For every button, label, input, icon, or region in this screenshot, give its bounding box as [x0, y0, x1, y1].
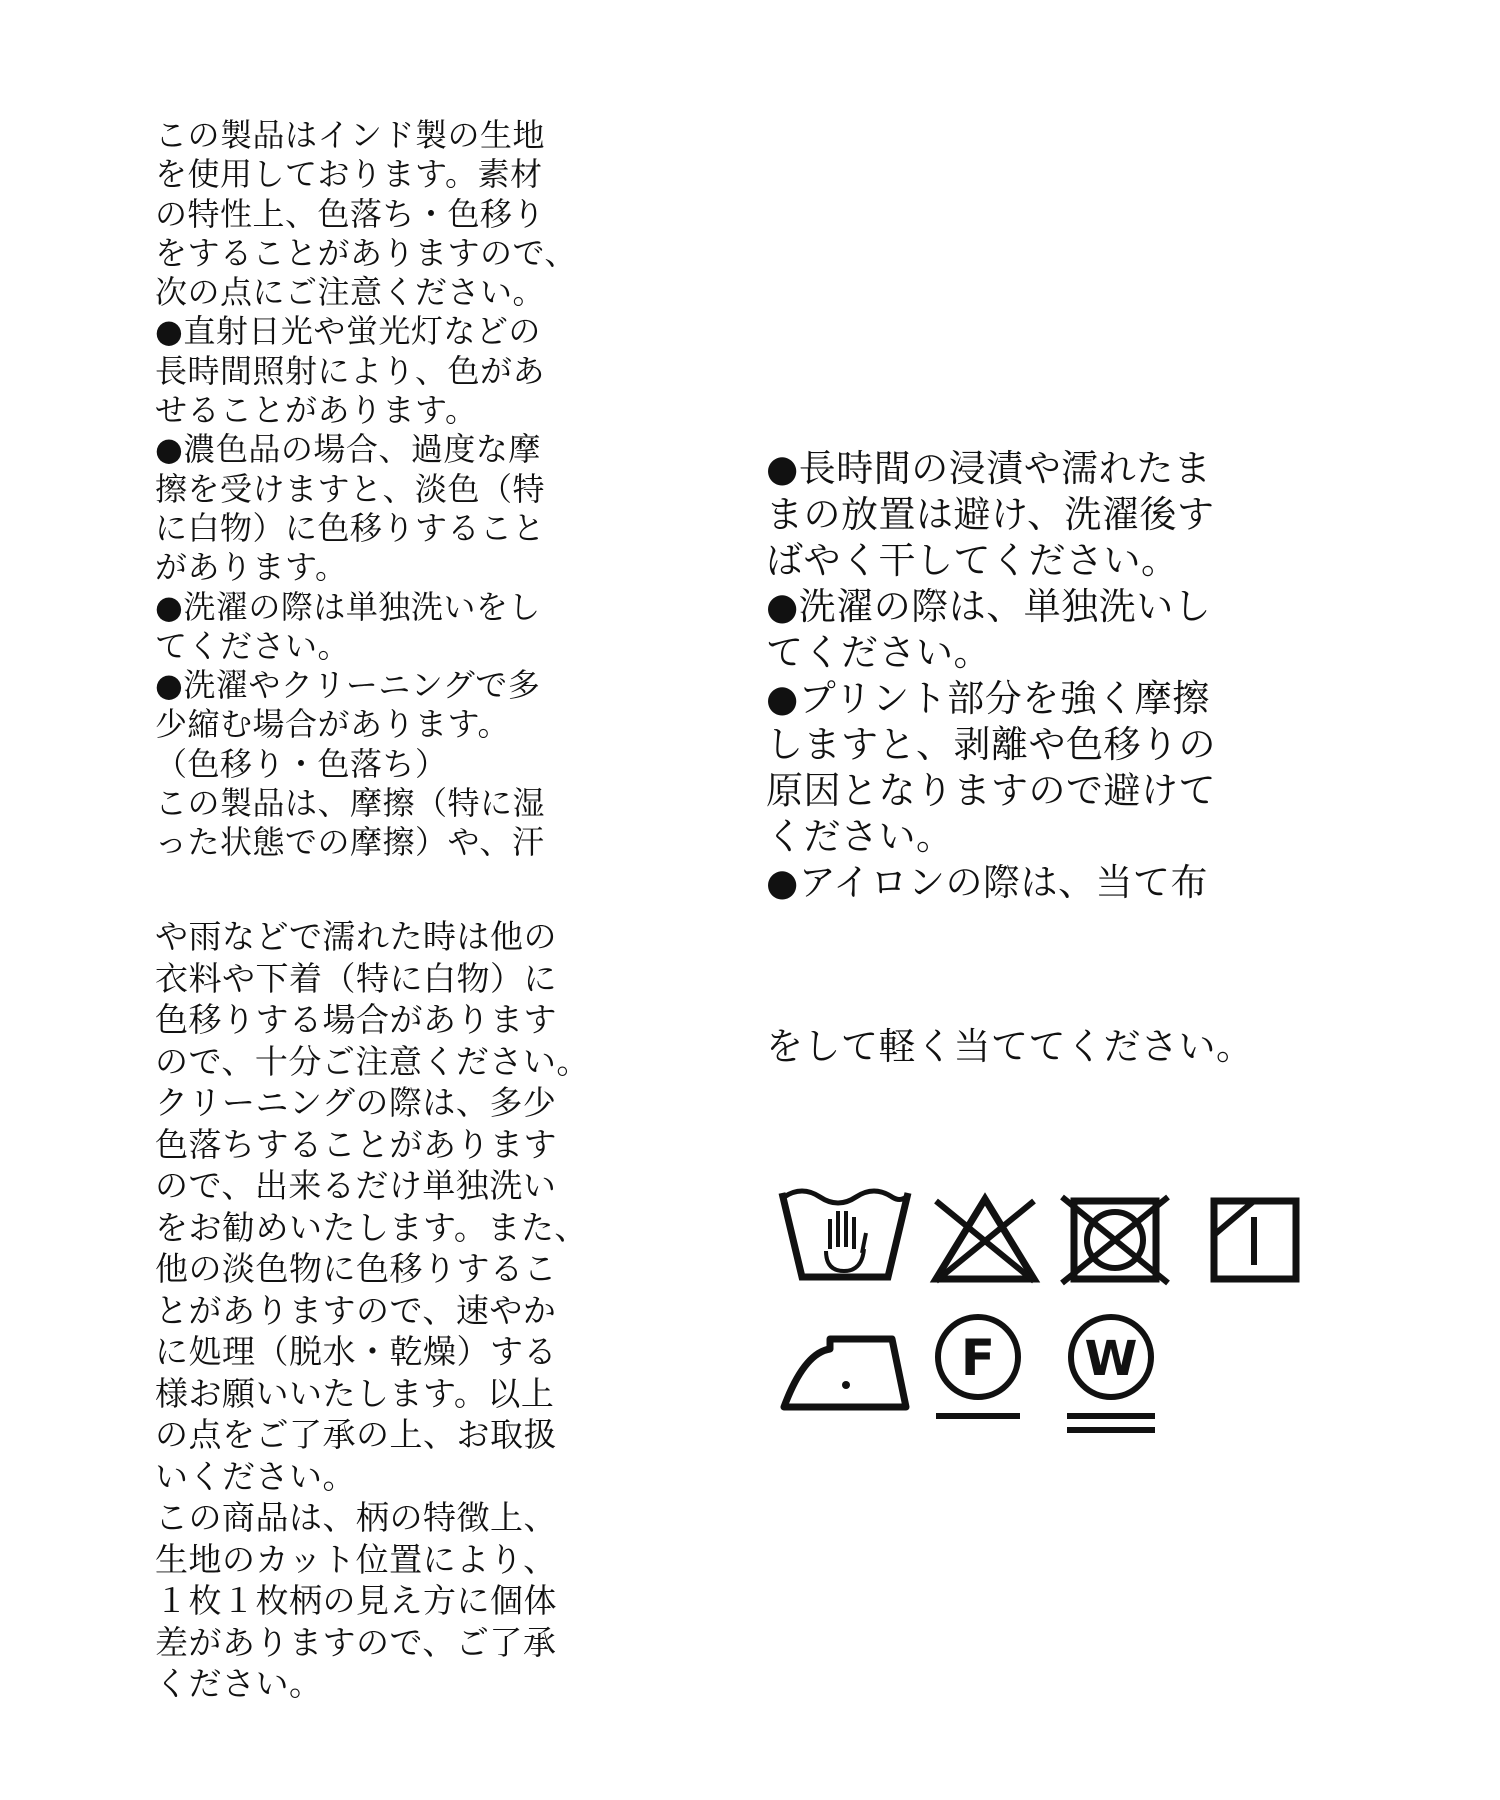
hand-wash-icon — [780, 1185, 910, 1295]
text-line: とがありますので、速やか — [155, 1290, 557, 1330]
text-line: をすることがありますので、 — [155, 233, 577, 272]
line-dry-shade-icon — [1210, 1195, 1300, 1285]
text-line: ●長時間の浸漬や濡れたま — [766, 447, 1212, 490]
text-line: 色移りする場合があります — [155, 1000, 557, 1039]
care-symbols — [780, 1185, 1320, 1475]
text-line: この商品は、柄の特徴上、 — [155, 1498, 557, 1537]
text-line: ●アイロンの際は、当て布 — [766, 861, 1208, 904]
text-line: クリーニングの際は、多少 — [155, 1083, 557, 1122]
text-line: ●洗濯の際は、単独洗いし — [766, 585, 1212, 628]
dry-clean-letter: F — [960, 1329, 996, 1387]
left-text-block-2 — [155, 916, 590, 1705]
text-line: の特性上、色落ち・色移り — [155, 194, 546, 233]
text-line: （色移り・色落ち） — [155, 744, 448, 783]
text-line: ●直射日光や蛍光灯などの — [155, 312, 541, 351]
text-line: 差がありますので、ご了承 — [155, 1622, 557, 1662]
text-line: １枚１枚柄の見え方に個体 — [155, 1581, 557, 1620]
text-line: 他の淡色物に色移りするこ — [155, 1249, 557, 1288]
text-line: を使用しております。素材 — [155, 155, 543, 194]
text-line: や雨などで濡れた時は他の — [155, 917, 557, 956]
text-line: この製品は、摩擦（特に湿 — [155, 784, 546, 823]
text-line: ●洗濯の際は単独洗いをし — [155, 587, 541, 626]
text-line: をして軽く当ててください。 — [766, 1025, 1254, 1068]
text-line: に処理（脱水・乾燥）する — [155, 1332, 557, 1371]
text-line: があります。 — [155, 548, 348, 587]
text-line: ●プリント部分を強く摩擦 — [766, 677, 1210, 720]
text-line: 擦を受けますと、淡色（特 — [155, 469, 546, 508]
text-line: 生地のカット位置により、 — [155, 1539, 557, 1579]
text-line: てください。 — [155, 626, 351, 665]
text-line: 少縮む場合があります。 — [155, 705, 510, 744]
text-line: しますと、剥離や色移りの — [766, 723, 1216, 766]
iron-low-icon — [780, 1325, 910, 1415]
text-line: ●濃色品の場合、過度な摩 — [155, 430, 541, 469]
text-line: 長時間照射により、色があ — [155, 351, 546, 390]
text-line: ●洗濯やクリーニングで多 — [155, 666, 541, 705]
text-line: った状態での摩擦）や、汗 — [155, 823, 545, 862]
text-line: 様お願いいたします。以上 — [155, 1373, 555, 1413]
text-line: せることがあります。 — [155, 391, 478, 430]
right-text-block-1 — [766, 446, 1216, 906]
text-line: 衣料や下着（特に白物）に — [155, 958, 557, 998]
no-tumble-dry-icon — [1060, 1195, 1170, 1285]
text-line: に白物）に色移りすること — [155, 508, 546, 547]
wet-clean-letter: W — [1084, 1331, 1138, 1387]
text-line: ください。 — [155, 1664, 323, 1703]
text-line: ばやく干してください。 — [766, 539, 1179, 582]
text-line: をお勧めいたします。また、 — [155, 1207, 588, 1247]
text-line: 原因となりますので避けて — [766, 769, 1216, 812]
text-line: ので、出来るだけ単独洗い — [155, 1166, 557, 1205]
no-bleach-icon — [930, 1195, 1040, 1285]
text-line: ので、十分ご注意ください。 — [155, 1041, 590, 1081]
text-line: の点をご了承の上、お取扱 — [155, 1415, 557, 1454]
text-line: てください。 — [766, 631, 991, 674]
right-text-block-2 — [766, 1024, 1254, 1070]
text-line: 次の点にご注意ください。 — [155, 273, 546, 312]
text-line: 色落ちすることがあります — [155, 1124, 557, 1164]
text-line: いください。 — [155, 1456, 356, 1496]
text-line: ください。 — [766, 815, 954, 858]
dry-clean-f-mild-icon — [930, 1313, 1030, 1423]
wet-clean-w-very-mild-icon — [1065, 1313, 1165, 1438]
text-line: この製品はインド製の生地 — [155, 116, 546, 154]
text-line: まの放置は避け、洗濯後す — [766, 493, 1215, 536]
left-text-block-1 — [155, 116, 577, 863]
